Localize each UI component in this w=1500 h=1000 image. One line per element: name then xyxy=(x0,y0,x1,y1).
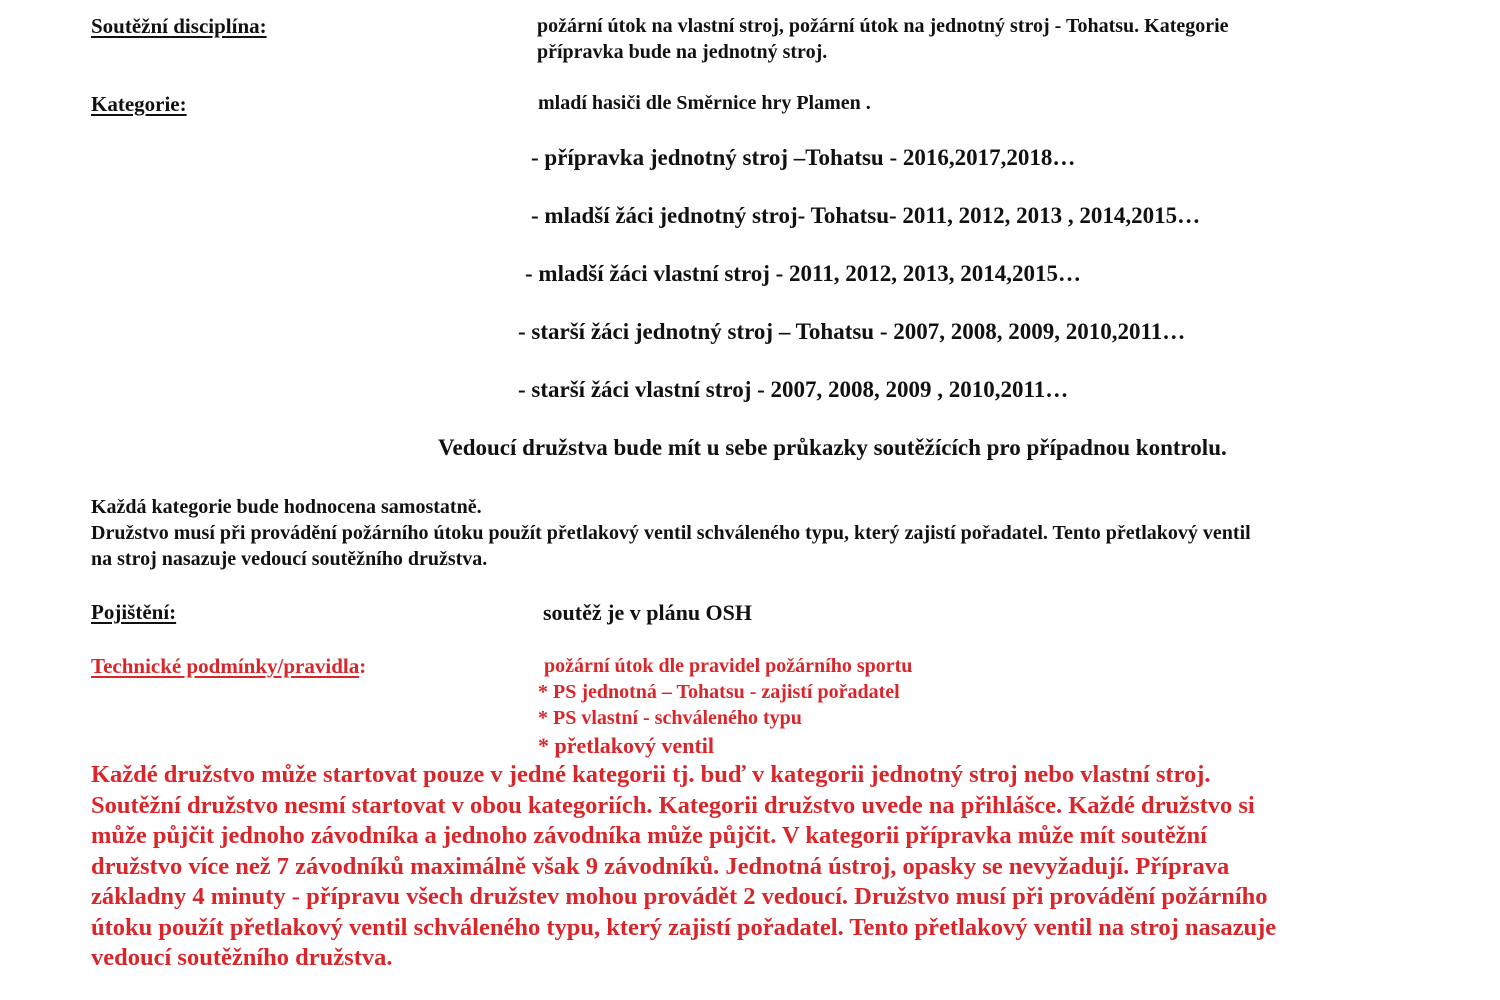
evaluation-line-1: Každá kategorie bude hodnocena samostatně. xyxy=(91,496,482,518)
discipline-line-1: požární útok na vlastní stroj, požární útok na jednotný stroj - Tohatsu. Kategorie xyxy=(537,15,1229,37)
category-label: Kategorie: xyxy=(91,92,187,116)
insurance-value: soutěž je v plánu OSH xyxy=(543,600,753,625)
technical-label: Technické podmínky/pravidla xyxy=(91,654,360,678)
evaluation-line-2: Družstvo musí při provádění požárního útoku použít přetlakový ventil schváleného typu, který zajistí pořadatel. Tento přetlakový ventil xyxy=(91,522,1251,544)
technical-label-group xyxy=(91,654,366,679)
category-note: Vedoucí družstva bude mít u sebe průkazky soutěžících pro případnou kontrolu. xyxy=(438,435,1227,460)
category-item-1: - přípravka jednotný stroj –Tohatsu - 2016,2017,2018… xyxy=(531,145,1076,170)
rules-line-1: Každé družstvo může startovat pouze v jedné kategorii tj. buď v kategorii jednotný stroj nebo vlastní stroj. xyxy=(91,761,1211,788)
category-item-5: - starší žáci vlastní stroj - 2007, 2008, 2009 , 2010,2011… xyxy=(518,377,1069,402)
discipline-label: Soutěžní disciplína: xyxy=(91,14,267,38)
category-item-4: - starší žáci jednotný stroj – Tohatsu - 2007, 2008, 2009, 2010,2011… xyxy=(518,319,1186,344)
technical-label-colon: : xyxy=(359,654,367,678)
category-item-2: - mladší žáci jednotný stroj- Tohatsu- 2011, 2012, 2013 , 2014,2015… xyxy=(531,203,1201,228)
evaluation-line-3: na stroj nasazuje vedoucí soutěžního družstva. xyxy=(91,548,488,570)
technical-line-1: požární útok dle pravidel požárního sportu xyxy=(544,655,913,677)
rules-paragraph xyxy=(91,760,1421,974)
category-value: mladí hasiči dle Směrnice hry Plamen . xyxy=(538,92,871,114)
rules-line-6: útoku použít přetlakový ventil schváleného typu, který zajistí pořadatel. Tento přetlakový ventil na stroj nasazuje xyxy=(91,913,1277,941)
technical-line-4: * přetlakový ventil xyxy=(538,733,714,758)
rules-line-2: Soutěžní družstvo nesmí startovat v obou kategoriích. Kategorii družstvo uvede na přihlášce. Každé družstvo si xyxy=(91,791,1255,819)
rules-line-3: může půjčit jednoho závodníka a jednoho závodníka může půjčit. V kategorii přípravka může mít soutěžní xyxy=(91,822,1207,849)
rules-line-4: družstvo více než 7 závodníků maximálně však 9 závodníků. Jednotná ústroj, opasky se nevyžadují. Příprava xyxy=(91,852,1230,880)
discipline-line-2: přípravka bude na jednotný stroj. xyxy=(537,41,828,63)
rules-line-7: vedoucí soutěžního družstva. xyxy=(91,944,393,971)
technical-line-3: * PS vlastní - schváleného typu xyxy=(538,707,802,729)
technical-line-2: * PS jednotná – Tohatsu - zajistí pořadatel xyxy=(538,681,900,703)
category-item-3: - mladší žáci vlastní stroj - 2011, 2012, 2013, 2014,2015… xyxy=(525,261,1082,286)
insurance-label: Pojištění: xyxy=(91,600,177,624)
rules-line-5: základny 4 minuty - přípravu všech družstev mohou provádět 2 vedoucí. Družstvo musí při provádění požárního xyxy=(91,883,1268,910)
